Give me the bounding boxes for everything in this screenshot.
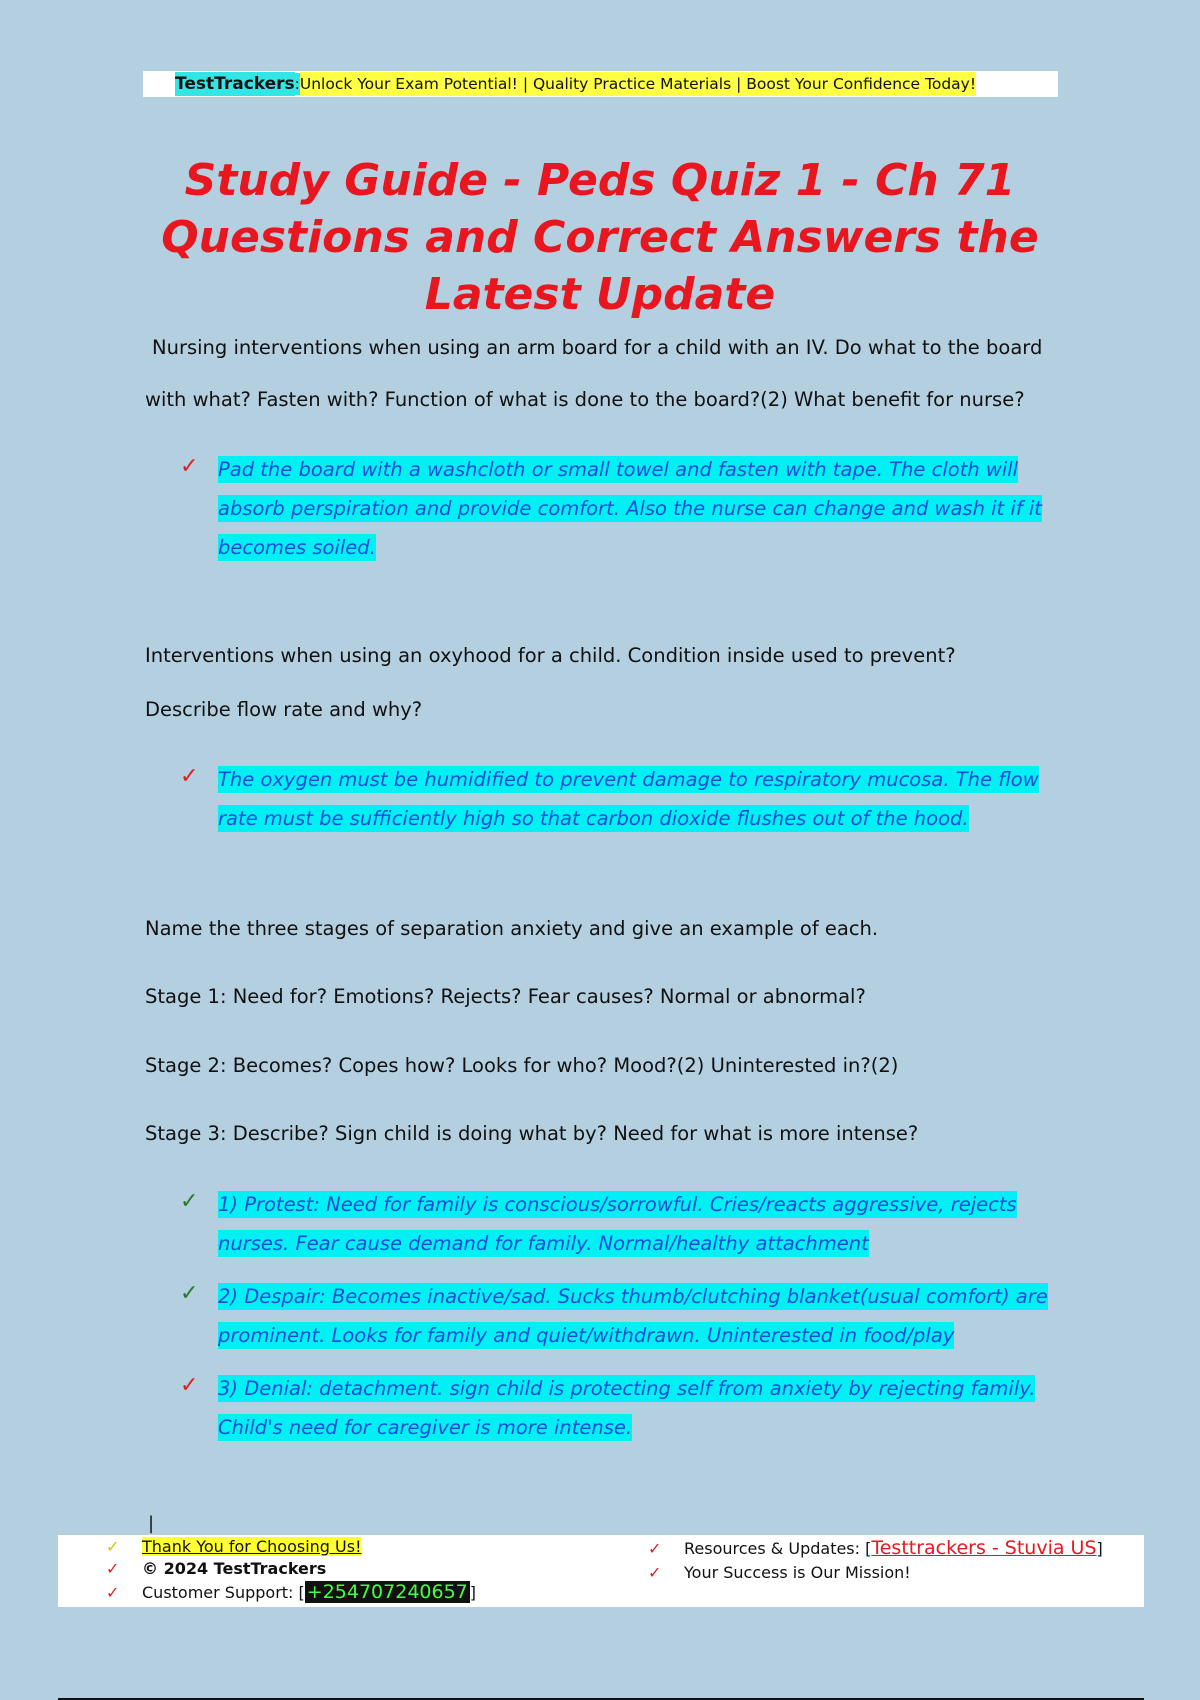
footer-copyright: © 2024 TestTrackers [142,1559,327,1578]
answer-item [180,1277,1080,1355]
resources-label: Resources & Updates: [ [684,1538,872,1558]
brand-separator: : [294,75,300,93]
question-3-stage-3: Stage 3: Describe? Sign child is doing what by? Need for what is more intense? [145,1122,919,1145]
footer-resources-row [648,1537,1103,1559]
answer-item [180,1369,1080,1447]
question-3-intro: Name the three stages of separation anxiety and give an example of each. [145,917,879,940]
banner-tagline: Unlock Your Exam Potential! | Quality Practice Materials | Boost Your Confidence Today! [300,72,976,96]
answer-text: Pad the board with a washcloth or small towel and fasten with tape. The cloth will absorb perspiration and provide comfort. Also the nurse can change and wash it if it becomes soiled. [218,458,1042,559]
answer-item [180,450,1060,567]
answer-text: 3) Denial: detachment. sign child is protecting self from anxiety by rejecting family. Child's need for caregiver is more intense. [218,1377,1036,1439]
question-3-stage-1: Stage 1: Need for? Emotions? Rejects? Fear causes? Normal or abnormal? [145,985,866,1008]
answer-text: 2) Despair: Becomes inactive/sad. Sucks thumb/clutching blanket(usual comfort) are prominent. Looks for family and quiet/withdrawn. Uninterested in food/play [218,1285,1048,1347]
answer-item [180,760,1060,838]
text-cursor: | [148,1513,155,1534]
answer-list-3 [180,1185,1080,1461]
answer-list-2 [180,760,1060,852]
brand-name: TestTrackers [175,74,295,94]
question-1: Nursing interventions when using an arm board for a child with an IV. Do what to the board with what? Fasten with? Function of what is done to the board?(2) What benefit for nurse? [145,336,1043,411]
support-label: Customer Support: [ [142,1582,305,1602]
footer-thanks-row [106,1537,361,1556]
footer-copyright-row [106,1559,326,1578]
check-icon: ✓ [106,1537,120,1556]
answer-text: The oxygen must be humidified to prevent damage to respiratory mucosa. The flow rate must be sufficiently high so that carbon dioxide flushes out of the hood. [218,768,1039,830]
question-2: Interventions when using an oxyhood for a child. Condition inside used to prevent? Describe flow rate and why? [145,644,956,721]
footer-thanks: Thank You for Choosing Us! [142,1537,362,1556]
answer-item [180,1185,1080,1263]
answer-text: 1) Protest: Need for family is conscious/sorrowful. Cries/reacts aggressive, rejects nurses. Fear cause demand for family. Normal/healthy attachment [218,1193,1017,1255]
resources-link[interactable]: Testtrackers - Stuvia US [871,1537,1097,1559]
check-icon: ✓ [180,1373,199,1398]
support-bracket: ] [469,1582,477,1602]
check-icon: ✓ [106,1582,120,1602]
support-phone[interactable]: +254707240657 [306,1581,468,1603]
footer [58,1535,1144,1607]
check-icon: ✓ [648,1563,662,1582]
document-title: Study Guide - Peds Quiz 1 - Ch 71 Questions and Correct Answers the Latest Update [161,155,1039,320]
answer-list-1 [180,450,1060,581]
header-banner [143,71,1058,97]
check-icon: ✓ [180,1281,199,1306]
question-3-stage-2: Stage 2: Becomes? Copes how? Looks for who? Mood?(2) Uninterested in?(2) [145,1054,899,1077]
check-icon: ✓ [106,1559,120,1578]
check-icon: ✓ [180,454,199,479]
footer-mission: Your Success is Our Mission! [684,1563,911,1582]
footer-mission-row [648,1563,911,1582]
check-icon: ✓ [648,1538,662,1558]
check-icon: ✓ [180,764,199,789]
check-icon: ✓ [180,1189,199,1214]
resources-bracket: ] [1096,1538,1103,1558]
footer-support-row [106,1581,476,1603]
